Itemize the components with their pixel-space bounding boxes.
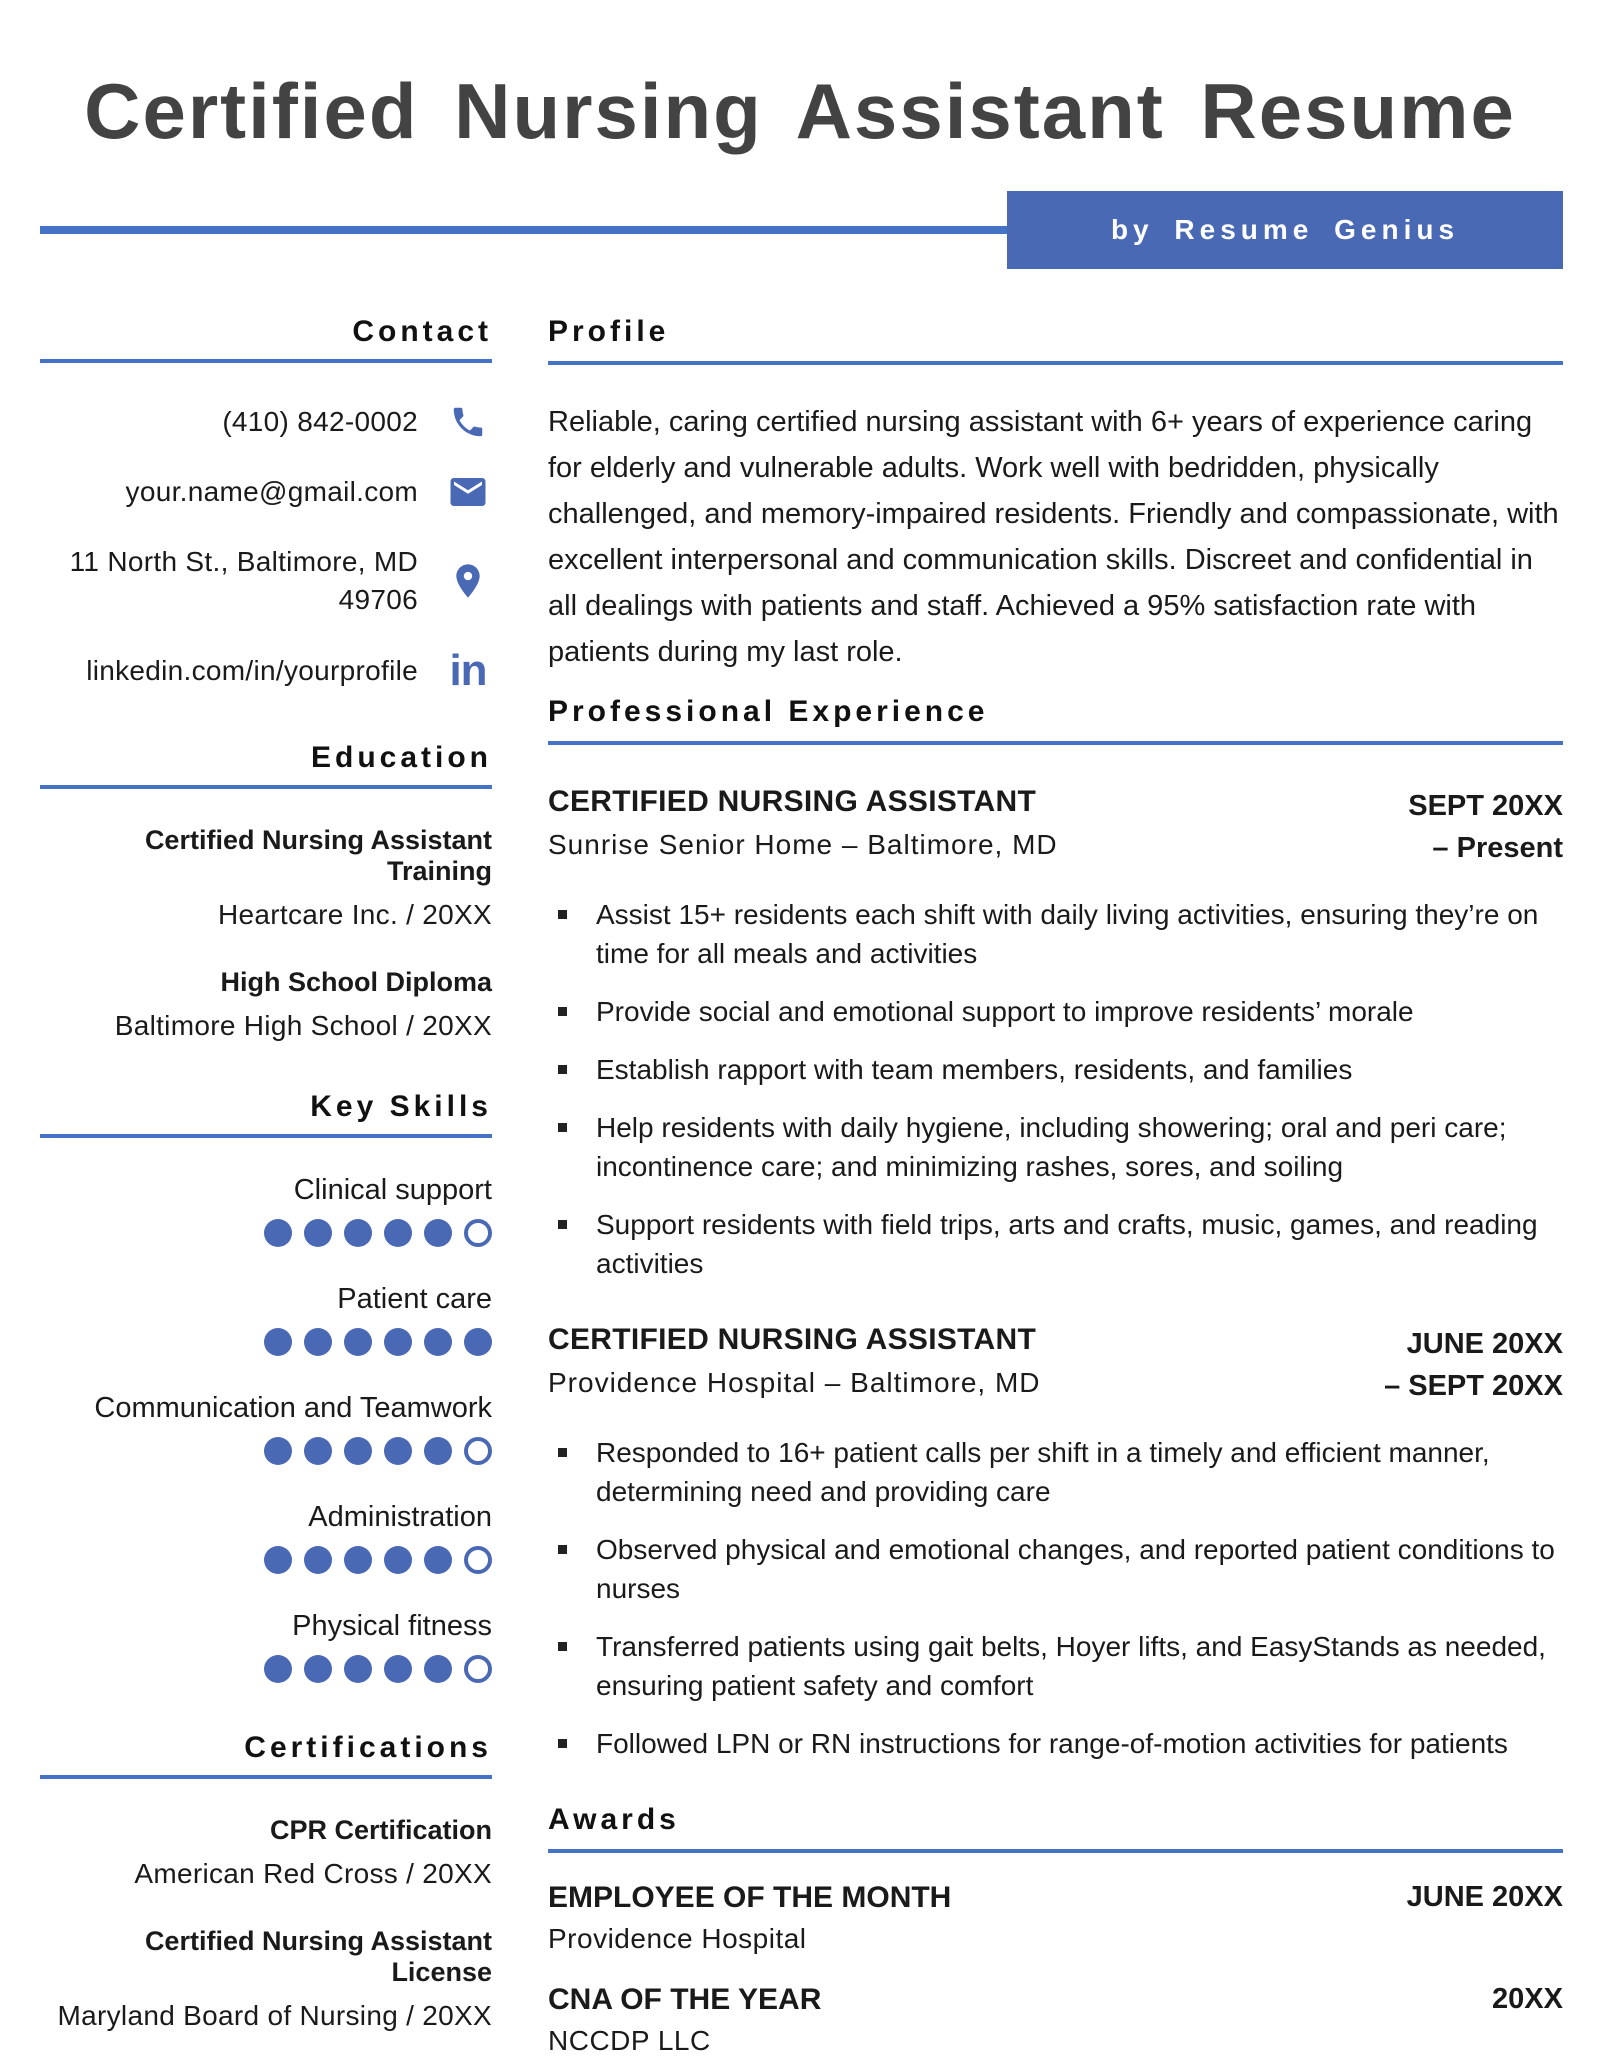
job-title: CERTIFIED NURSING ASSISTANT xyxy=(548,1323,1037,1356)
sidebar xyxy=(40,315,492,2057)
awards-heading: Awards xyxy=(548,1803,1563,1853)
profile-text: Reliable, caring certified nursing assistant with 6+ years of experience caring for elderly and vulnerable adults. Work well with bedridden, physically challenged, and memory-impaired residents. Friendly and compassionate, with excellent interpersonal and communication skills. Discreet and confidential in all dealings with patients and staff. Achieved a 95% satisfaction rate with patients during my last role. xyxy=(548,406,1559,668)
rating-dot xyxy=(264,1546,292,1574)
skill-item xyxy=(40,1392,492,1465)
skill-item xyxy=(40,1501,492,1574)
job-entry xyxy=(548,1323,1563,1763)
rating-dot xyxy=(264,1437,292,1465)
contact-address-text: 11 North St., Baltimore, MD 49706 xyxy=(69,546,418,615)
certification-item-detail: American Red Cross / 20XX xyxy=(134,1858,492,1889)
main-column xyxy=(548,315,1563,2057)
certification-item xyxy=(40,1926,492,2032)
rating-dot xyxy=(424,1328,452,1356)
job-title-block xyxy=(548,785,1058,861)
skill-rating-dots xyxy=(40,1219,492,1247)
education-heading: Education xyxy=(40,741,492,789)
job-bullet: Responded to 16+ patient calls per shift in a timely and efficient manner, determining need and providing care xyxy=(548,1433,1563,1511)
job-header xyxy=(548,1323,1563,1407)
award-date: JUNE 20XX xyxy=(1406,1881,1563,1913)
contact-item-linkedin xyxy=(40,646,492,695)
skill-label: Clinical support xyxy=(293,1174,492,1206)
contact-item-email xyxy=(40,471,492,513)
award-org: NCCDP LLC xyxy=(548,2025,711,2056)
contact-item-address xyxy=(40,543,492,619)
rating-dot xyxy=(464,1219,492,1247)
rating-dot xyxy=(344,1437,372,1465)
brand-banner-label: by Resume Genius xyxy=(1110,214,1460,245)
job-entry xyxy=(548,785,1563,1283)
job-bullet: Help residents with daily hygiene, including showering; oral and peri care; incontinence care; and minimizing rashes, sores, and soiling xyxy=(548,1108,1563,1186)
phone-icon xyxy=(444,403,492,441)
contact-heading: Contact xyxy=(40,315,492,363)
rating-dot xyxy=(304,1437,332,1465)
job-dates xyxy=(1408,785,1563,869)
job-date-end: – Present xyxy=(1432,832,1563,864)
contact-item-phone xyxy=(40,403,492,441)
rating-dot xyxy=(304,1546,332,1574)
rating-dot xyxy=(264,1219,292,1247)
envelope-icon xyxy=(444,471,492,513)
rating-dot xyxy=(424,1219,452,1247)
rating-dot xyxy=(384,1655,412,1683)
awards-section xyxy=(548,1803,1563,2057)
education-item xyxy=(40,967,492,1042)
skill-rating-dots xyxy=(40,1655,492,1683)
contact-linkedin-text: linkedin.com/in/yourprofile xyxy=(86,655,418,686)
certification-item-detail: Maryland Board of Nursing / 20XX xyxy=(57,2000,492,2031)
job-bullet-list xyxy=(548,895,1563,1283)
contact-list xyxy=(40,403,492,693)
job-date-end: – SEPT 20XX xyxy=(1384,1370,1563,1402)
profile-section xyxy=(548,315,1563,675)
location-pin-icon xyxy=(444,561,492,601)
rating-dot xyxy=(304,1219,332,1247)
header-divider-line xyxy=(40,226,1007,234)
key-skills-heading: Key Skills xyxy=(40,1090,492,1138)
rating-dot xyxy=(304,1328,332,1356)
job-date-start: SEPT 20XX xyxy=(1408,790,1563,822)
skill-rating-dots xyxy=(40,1328,492,1356)
skill-label: Patient care xyxy=(337,1283,492,1315)
education-item-title: Certified Nursing Assistant Training xyxy=(144,825,492,886)
education-item-detail: Baltimore High School / 20XX xyxy=(114,1010,492,1041)
rating-dot xyxy=(464,1655,492,1683)
award-item xyxy=(548,1983,1563,2057)
award-org: Providence Hospital xyxy=(548,1923,807,1954)
job-bullet: Provide social and emotional support to improve residents’ morale xyxy=(548,992,1563,1031)
skill-label: Physical fitness xyxy=(292,1610,492,1642)
contact-email-text: your.name@gmail.com xyxy=(125,476,418,507)
linkedin-icon: in xyxy=(449,646,487,695)
rating-dot xyxy=(264,1655,292,1683)
rating-dot xyxy=(344,1546,372,1574)
job-company: Sunrise Senior Home – Baltimore, MD xyxy=(548,829,1058,860)
certification-item xyxy=(40,1815,492,1890)
job-date-start: JUNE 20XX xyxy=(1406,1328,1563,1360)
key-skills-section xyxy=(40,1090,492,1683)
award-title-block xyxy=(548,1983,821,2057)
rating-dot xyxy=(424,1655,452,1683)
rating-dot xyxy=(464,1546,492,1574)
award-title-block xyxy=(548,1881,951,1955)
skill-label: Communication and Teamwork xyxy=(94,1392,492,1424)
rating-dot xyxy=(344,1328,372,1356)
skill-rating-dots xyxy=(40,1546,492,1574)
job-bullet: Transferred patients using gait belts, Hoyer lifts, and EasyStands as needed, ensuring patient safety and comfort xyxy=(548,1627,1563,1705)
page-title: Certified Nursing Assistant Resume xyxy=(84,67,1516,155)
job-bullet: Followed LPN or RN instructions for range-of-motion activities for patients xyxy=(548,1724,1563,1763)
rating-dot xyxy=(424,1437,452,1465)
rating-dot xyxy=(384,1437,412,1465)
certification-item-title: CPR Certification xyxy=(269,1815,492,1845)
rating-dot xyxy=(264,1328,292,1356)
content-columns xyxy=(40,315,1563,2057)
certification-item-title: Certified Nursing Assistant License xyxy=(144,1926,492,1987)
rating-dot xyxy=(384,1546,412,1574)
rating-dot xyxy=(424,1546,452,1574)
rating-dot xyxy=(344,1655,372,1683)
job-bullet: Observed physical and emotional changes, and reported patient conditions to nurses xyxy=(548,1530,1563,1608)
job-bullet: Support residents with field trips, arts and crafts, music, games, and reading activities xyxy=(548,1205,1563,1283)
job-bullet-list xyxy=(548,1433,1563,1763)
skill-item xyxy=(40,1174,492,1247)
rating-dot xyxy=(384,1219,412,1247)
rating-dot xyxy=(464,1437,492,1465)
education-item-title: High School Diploma xyxy=(220,967,492,997)
job-bullet: Establish rapport with team members, residents, and families xyxy=(548,1050,1563,1089)
rating-dot xyxy=(344,1219,372,1247)
contact-section xyxy=(40,315,492,693)
award-title: EMPLOYEE OF THE MONTH xyxy=(548,1881,952,1914)
award-title: CNA OF THE YEAR xyxy=(548,1983,822,2016)
job-bullet: Assist 15+ residents each shift with daily living activities, ensuring they’re on time for all meals and activities xyxy=(548,895,1563,973)
education-item-detail: Heartcare Inc. / 20XX xyxy=(218,899,492,930)
education-section xyxy=(40,741,492,1042)
experience-section xyxy=(548,695,1563,1763)
skill-item xyxy=(40,1610,492,1683)
job-header xyxy=(548,785,1563,869)
profile-heading: Profile xyxy=(548,315,1563,365)
skill-item xyxy=(40,1283,492,1356)
rating-dot xyxy=(304,1655,332,1683)
brand-banner xyxy=(1007,191,1563,269)
rating-dot xyxy=(384,1328,412,1356)
job-dates xyxy=(1384,1323,1563,1407)
certifications-section xyxy=(40,1731,492,2032)
header-divider-row xyxy=(40,191,1563,269)
award-item xyxy=(548,1881,1563,1955)
certifications-heading: Certifications xyxy=(40,1731,492,1779)
job-title: CERTIFIED NURSING ASSISTANT xyxy=(548,785,1037,818)
job-title-block xyxy=(548,1323,1041,1399)
contact-phone-text: (410) 842-0002 xyxy=(222,406,418,437)
education-item xyxy=(40,825,492,931)
rating-dot xyxy=(464,1328,492,1356)
award-date: 20XX xyxy=(1492,1983,1563,2015)
skill-label: Administration xyxy=(308,1501,492,1533)
job-company: Providence Hospital – Baltimore, MD xyxy=(548,1367,1041,1398)
experience-heading: Professional Experience xyxy=(548,695,1563,745)
skill-rating-dots xyxy=(40,1437,492,1465)
